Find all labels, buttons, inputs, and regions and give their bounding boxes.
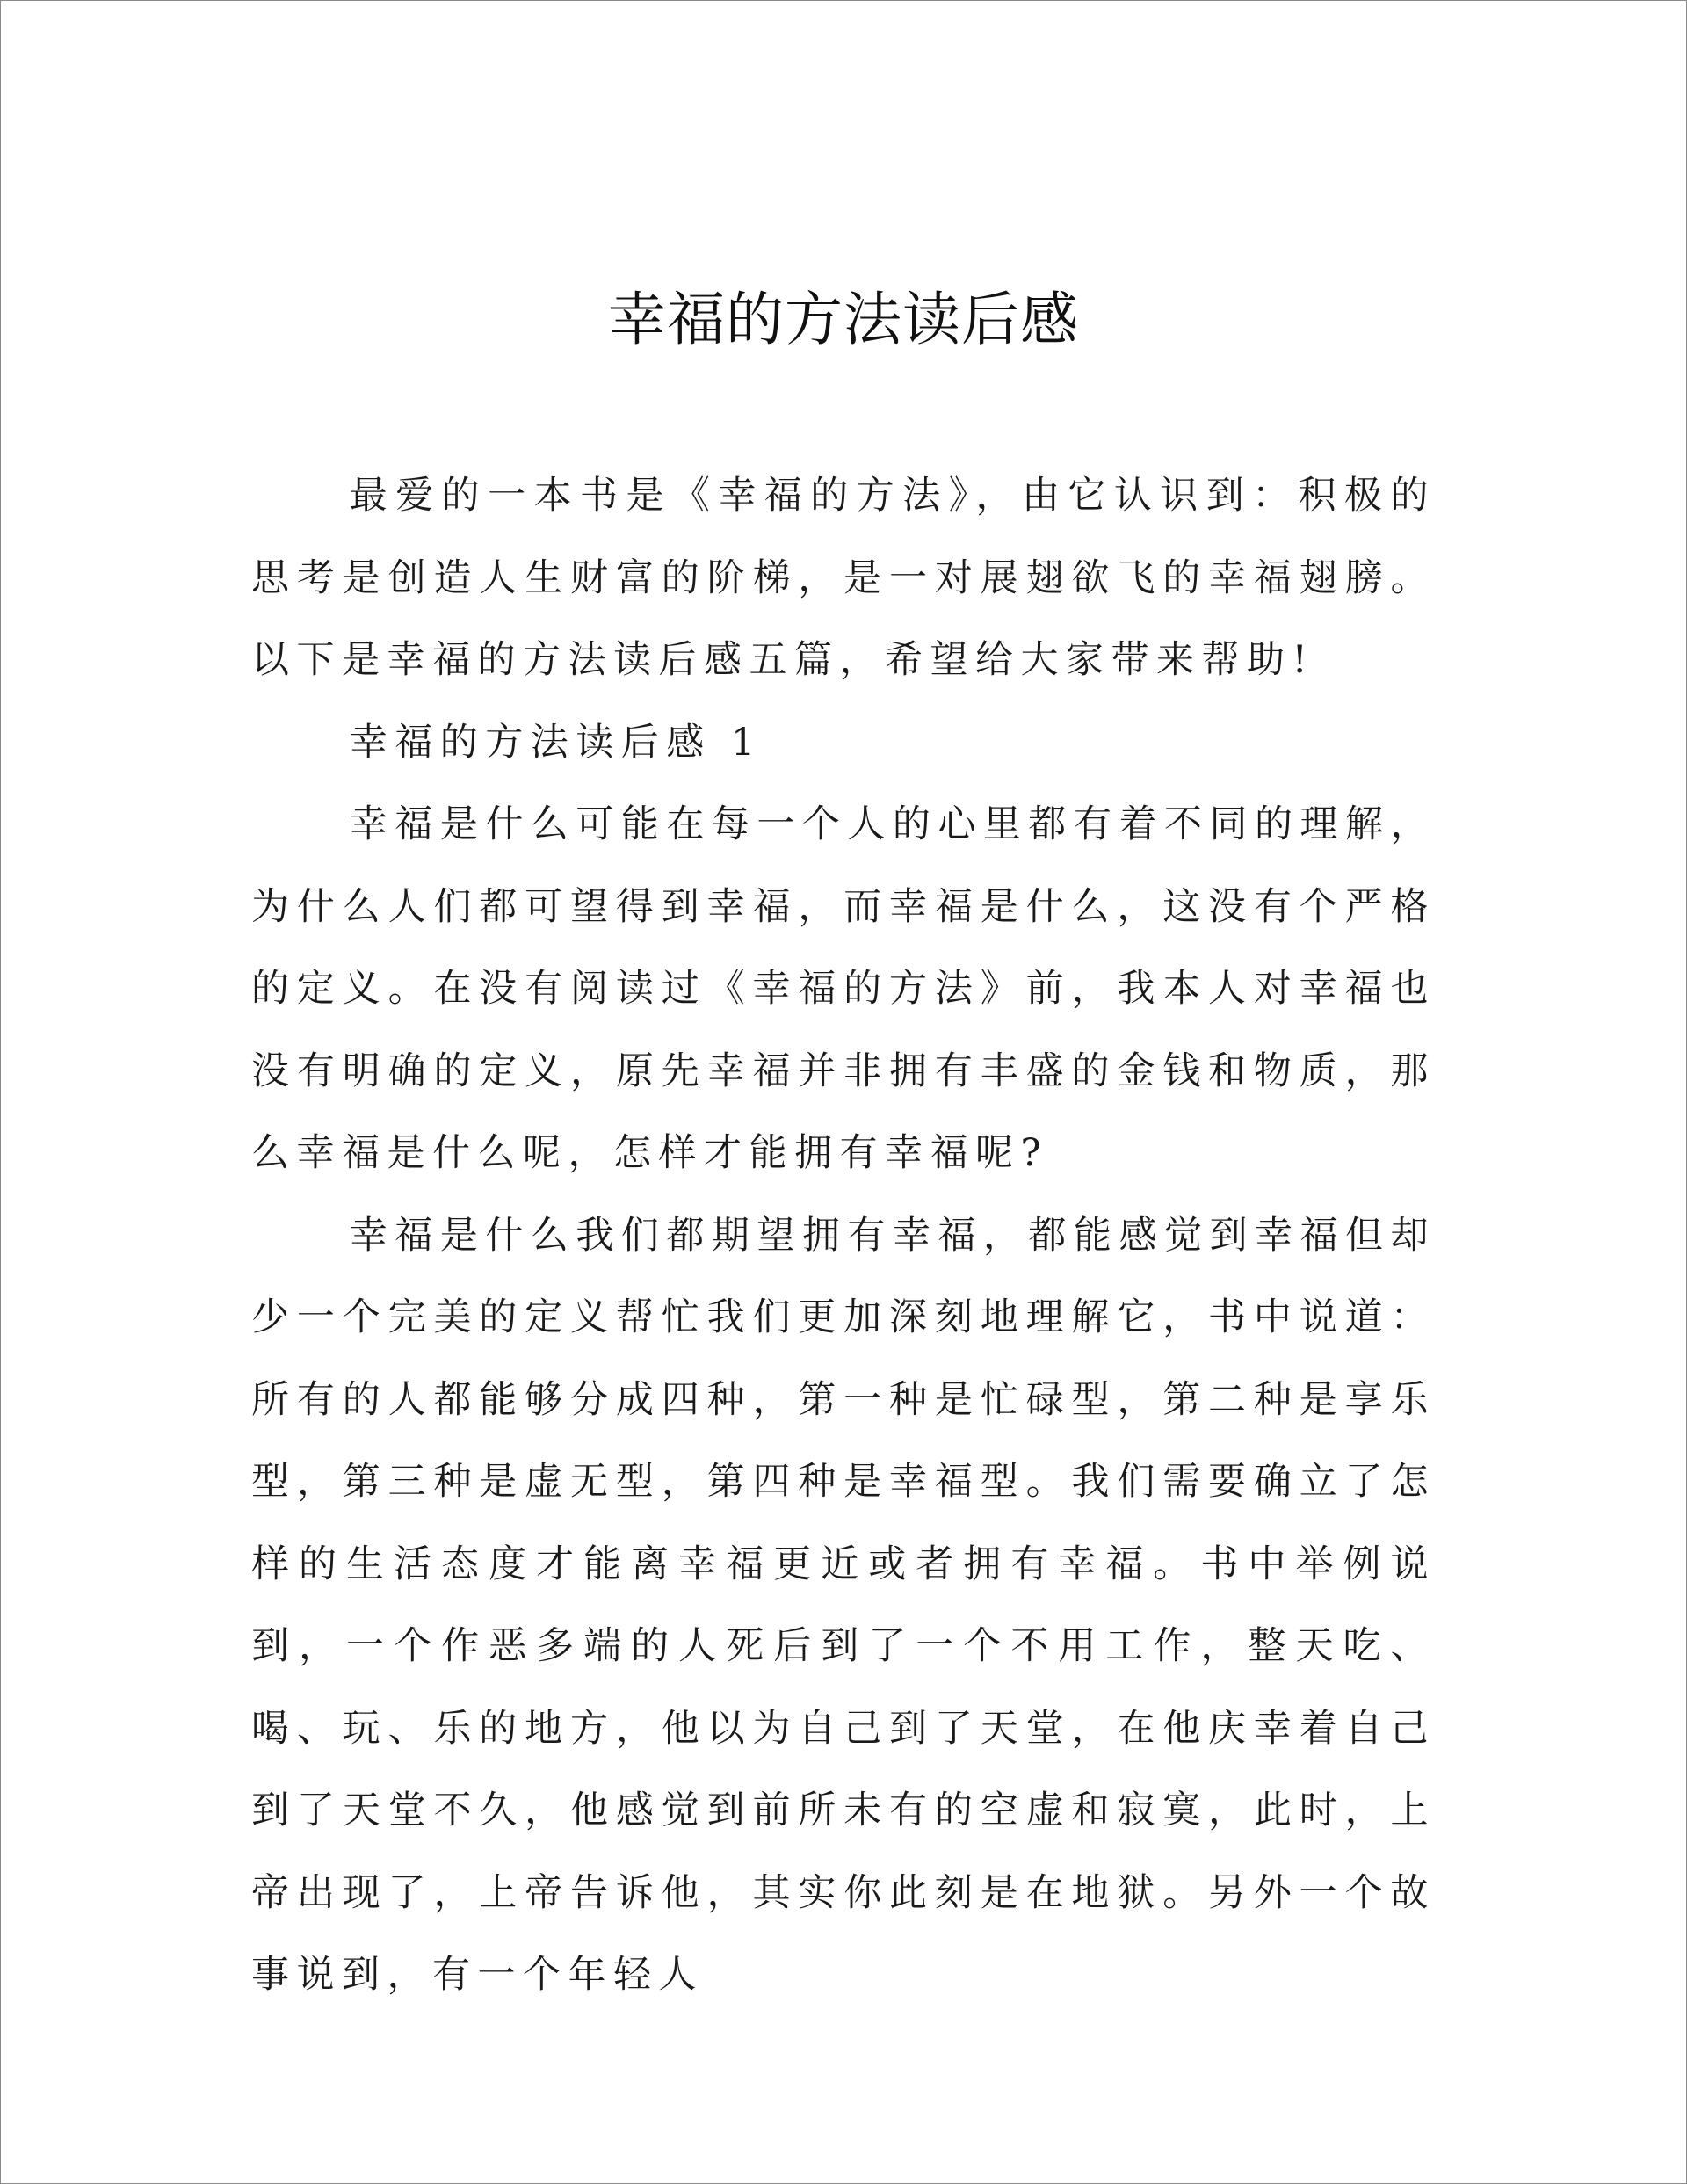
paragraph-intro: 最爱的一本书是《幸福的方法》，由它认识到：积极的思考是创造人生财富的阶梯，是一对展翅欲飞的幸福翅膀。以下是幸福的方法读后感五篇，希望给大家带来帮助! bbox=[251, 474, 1436, 682]
paragraph: 幸福是什么我们都期望拥有幸福，都能感觉到幸福但却少一个完美的定义帮忙我们更加深刻地理解它，书中说道：所有的人都能够分成四种，第一种是忙碌型，第二种是享乐型，第三种是虚无型，第四种是幸福型。我们需要确立了怎样的生活态度才能离幸福更近或者拥有幸福。书中举例说到，一个作恶多端的人死后到了一个不用工作，整天吃、喝、玩、乐的地方，他以为自己到了天堂，在他庆幸着自己到了天堂不久，他感觉到前所未有的空虚和寂寞，此时，上帝出现了，上帝告诉他，其实你此刻是在地狱。另外一个故事说到，有一个年轻人 bbox=[251, 1213, 1436, 1997]
document-title: 幸福的方法读后感 bbox=[608, 286, 1079, 353]
paragraph: 幸福是什么可能在每一个人的心里都有着不同的理解，为什么人们都可望得到幸福，而幸福是什么，这没有个严格的定义。在没有阅读过《幸福的方法》前，我本人对幸福也没有明确的定义，原先幸福并非拥有丰盛的金钱和物质，那么幸福是什么呢，怎样才能拥有幸福呢? bbox=[251, 802, 1436, 1175]
section-heading: 幸福的方法读后感 1 bbox=[349, 720, 763, 765]
document-body bbox=[251, 455, 1436, 2017]
